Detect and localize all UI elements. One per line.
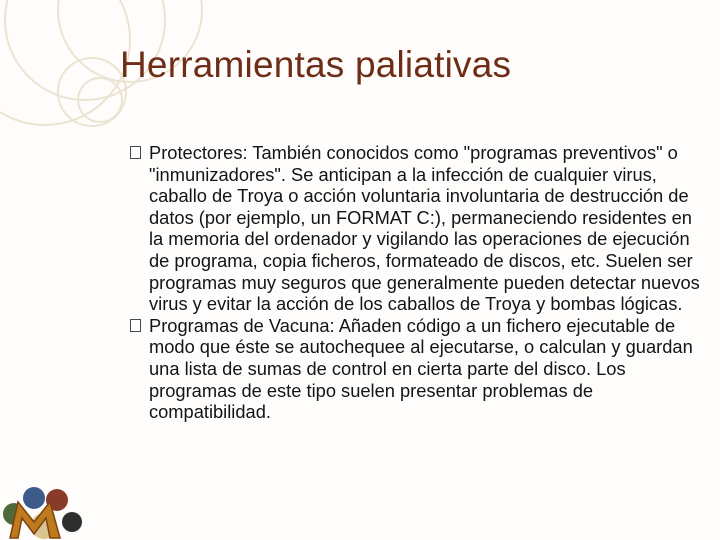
bullet-text: Protectores: También conocidos como "programas preventivos" o "inmunizadores". Se anticipan a la infección de cualquier virus, caballo de Troya o acción voluntaria involuntaria de destrucción de datos (por ejemplo, un FORMAT C:), permaneciendo residentes en la memoria del ordenador y vigilando las operaciones de ejecución de programa, copia ficheros, formateado de discos, etc. Suelen ser programas muy seguros que generalmente pueden detectar nuevos virus y evitar la acción de los caballos de Troya y bombas lógicas. <box>149 142 700 315</box>
bullet-text: Programas de Vacuna: Añaden código a un fichero ejecutable de modo que éste se autochequee al ejecutarse, o calculan y guardan una lista de sumas de control en cierta parte del disco. Los programas de este tipo suelen presentar problemas de compatibilidad. <box>149 314 693 423</box>
slide-title: Herramientas paliativas <box>120 44 512 85</box>
bullet-item <box>130 315 705 423</box>
bullet-item <box>130 142 705 315</box>
bullet-list <box>130 142 705 423</box>
square-bullet-icon <box>130 146 141 159</box>
m-logo-icon <box>0 478 86 540</box>
square-bullet-icon <box>130 319 141 332</box>
